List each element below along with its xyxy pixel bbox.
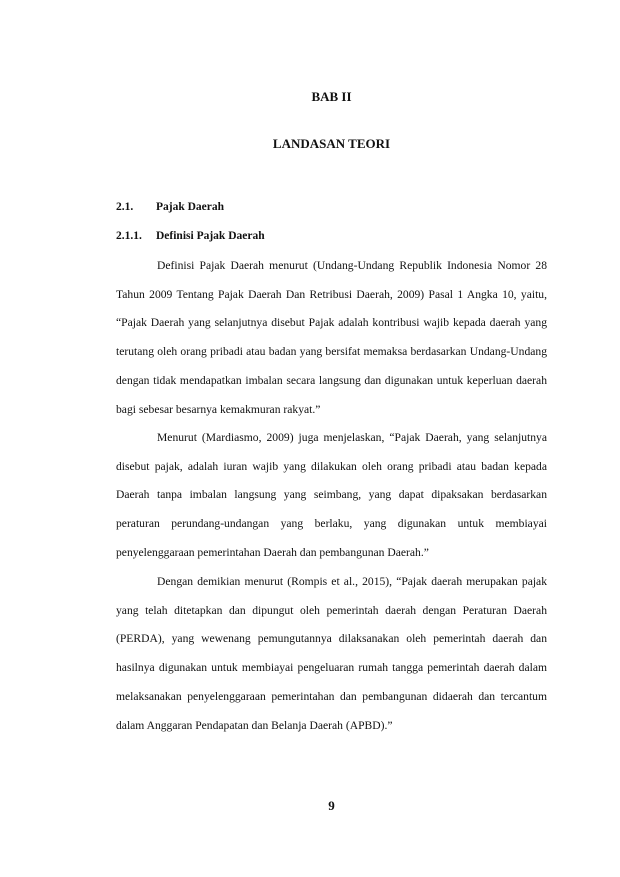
section-title: Pajak Daerah (156, 201, 225, 213)
page-number: 9 (328, 798, 335, 813)
chapter-title: LANDASAN TEORI (272, 136, 391, 151)
subsection-heading (116, 230, 265, 242)
subsection-number: 2.1.1. (116, 230, 142, 242)
paragraph-definition: Definisi Pajak Daerah menurut (Undang-Undang Republik Indonesia Nomor 28 Tahun 2009 Tentang Pajak Daerah Dan Retribusi Daerah, 2009) Pasal 1 Angka 10, yaitu, “Pajak Daerah yang selanjutnya disebut Pajak adalah kontribusi wajib kepada daerah yang terutang oleh orang pribadi atau badan yang bersifat memaksa berdasarkan Undang-Undang dengan tidak mendapatkan imbalan secara langsung dan digunakan untuk keperluan daerah bagi sebesar besarnya kemakmuran rakyat.” (116, 259, 547, 416)
chapter-number: BAB II (311, 89, 352, 104)
paragraph-rompis: Dengan demikian menurut (Rompis et al., 2015), “Pajak daerah merupakan pajak yang telah ditetapkan dan dipungut oleh pemerintah daerah dengan Peraturan Daerah (PERDA), yang wewenang pemungutannya dilaksanakan oleh pemerintah daerah dan hasilnya digunakan untuk membiayai pengeluaran rumah tangga pemerintah daerah dalam melaksanakan penyelenggaraan pemerintahan dan pembangunan didaerah dan tercantum dalam Anggaran Pendapatan dan Belanja Daerah (APBD).” (116, 575, 547, 732)
section-heading (116, 201, 224, 213)
section-number: 2.1. (116, 201, 134, 213)
subsection-title: Definisi Pajak Daerah (156, 230, 265, 242)
paragraph-mardiasmo: Menurut (Mardiasmo, 2009) juga menjelaskan, “Pajak Daerah, yang selanjutnya disebut pajak, adalah iuran wajib yang dilakukan oleh orang pribadi atau badan kepada Daerah tanpa imbalan langsung yang seimbang, yang dapat dipaksakan berdasarkan peraturan perundang-undangan yang berlaku, yang digunakan untuk membiayai penyelenggaraan pemerintahan Daerah dan pembangunan Daerah.” (116, 431, 547, 559)
